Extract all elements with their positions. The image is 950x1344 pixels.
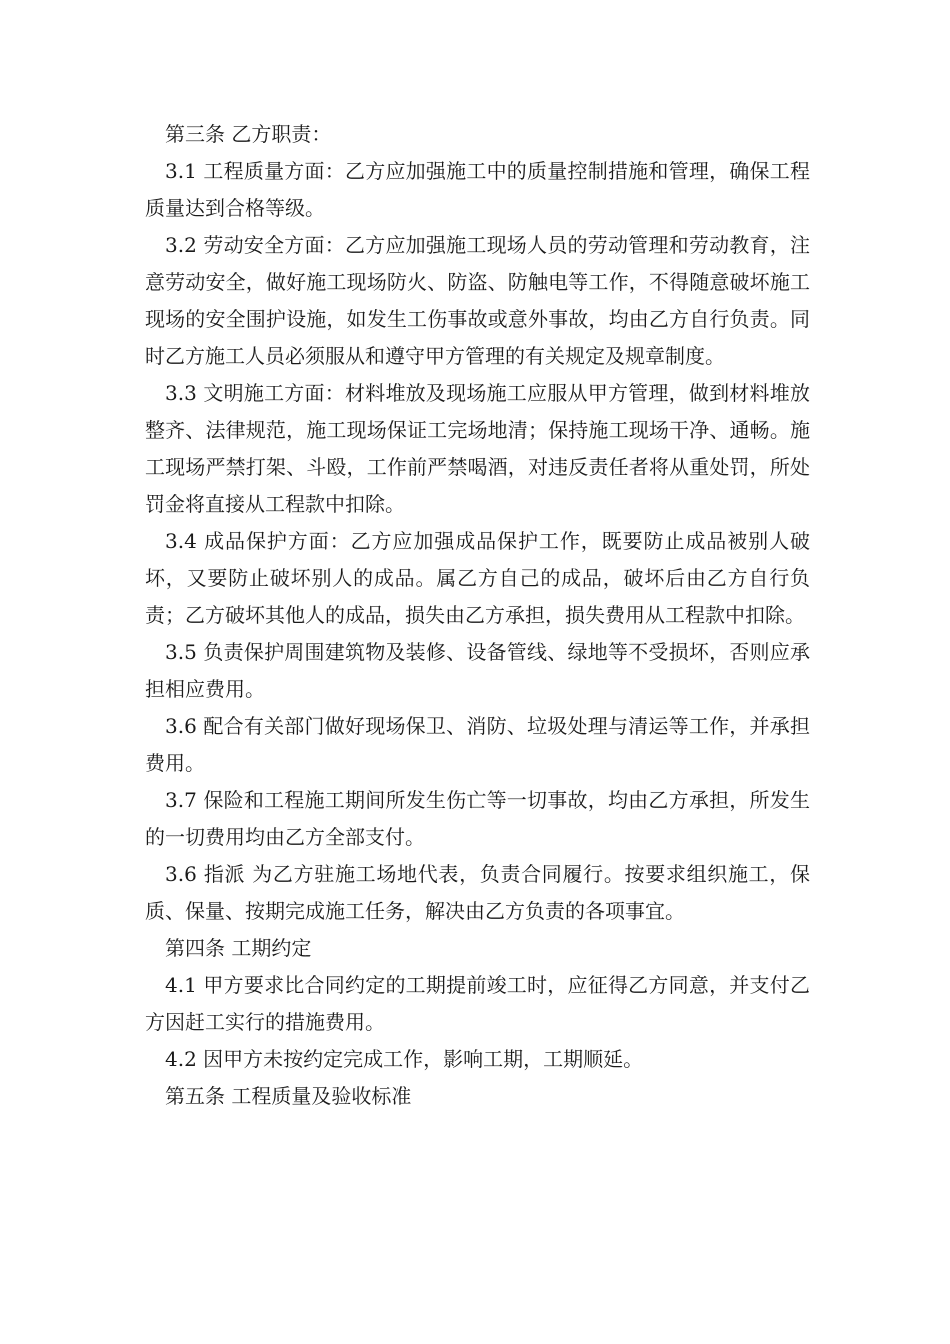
clause-4-1: 4.1 甲方要求比合同约定的工期提前竣工时，应征得乙方同意，并支付乙方因赶工实行的措施费用。	[145, 973, 810, 1034]
clause-3-5: 3.5 负责保护周围建筑物及装修、设备管线、绿地等不受损坏，否则应承担相应费用。	[145, 640, 810, 701]
document-body	[145, 116, 810, 1115]
clause-4-2: 4.2 因甲方未按约定完成工作，影响工期，工期顺延。	[165, 1047, 644, 1071]
clause-3-3: 3.3 文明施工方面：材料堆放及现场施工应服从甲方管理，做到材料堆放整齐、法律规范，施工现场保证工完场地清；保持施工现场干净、通畅。施工现场严禁打架、斗殴，工作前严禁喝酒，对违反责任者将从重处罚，所处罚金将直接从工程款中扣除。	[145, 381, 810, 516]
section-heading-article-5: 第五条 工程质量及验收标准	[165, 1084, 412, 1108]
clause-3-4: 3.4 成品保护方面：乙方应加强成品保护工作，既要防止成品被别人破坏，又要防止破坏别人的成品。属乙方自己的成品，破坏后由乙方自行负责；乙方破坏其他人的成品，损失由乙方承担，损失费用从工程款中扣除。	[145, 529, 810, 627]
clause-3-7: 3.7 保险和工程施工期间所发生伤亡等一切事故，均由乙方承担，所发生的一切费用均由乙方全部支付。	[145, 788, 810, 849]
clause-3-1: 3.1 工程质量方面：乙方应加强施工中的质量控制措施和管理，确保工程质量达到合格等级。	[145, 159, 810, 220]
clause-3-6: 3.6 配合有关部门做好现场保卫、消防、垃圾处理与清运等工作，并承担费用。	[145, 714, 810, 775]
clause-3-6-representative: 3.6 指派 为乙方驻施工场地代表，负责合同履行。按要求组织施工，保质、保量、按期完成施工任务，解决由乙方负责的各项事宜。	[145, 862, 810, 923]
section-heading-article-4: 第四条 工期约定	[165, 936, 312, 960]
clause-3-2: 3.2 劳动安全方面：乙方应加强施工现场人员的劳动管理和劳动教育，注意劳动安全，做好施工现场防火、防盗、防触电等工作，不得随意破坏施工现场的安全围护设施，如发生工伤事故或意外事故，均由乙方自行负责。同时乙方施工人员必须服从和遵守甲方管理的有关规定及规章制度。	[145, 233, 810, 368]
section-heading-article-3: 第三条 乙方职责：	[165, 122, 332, 146]
